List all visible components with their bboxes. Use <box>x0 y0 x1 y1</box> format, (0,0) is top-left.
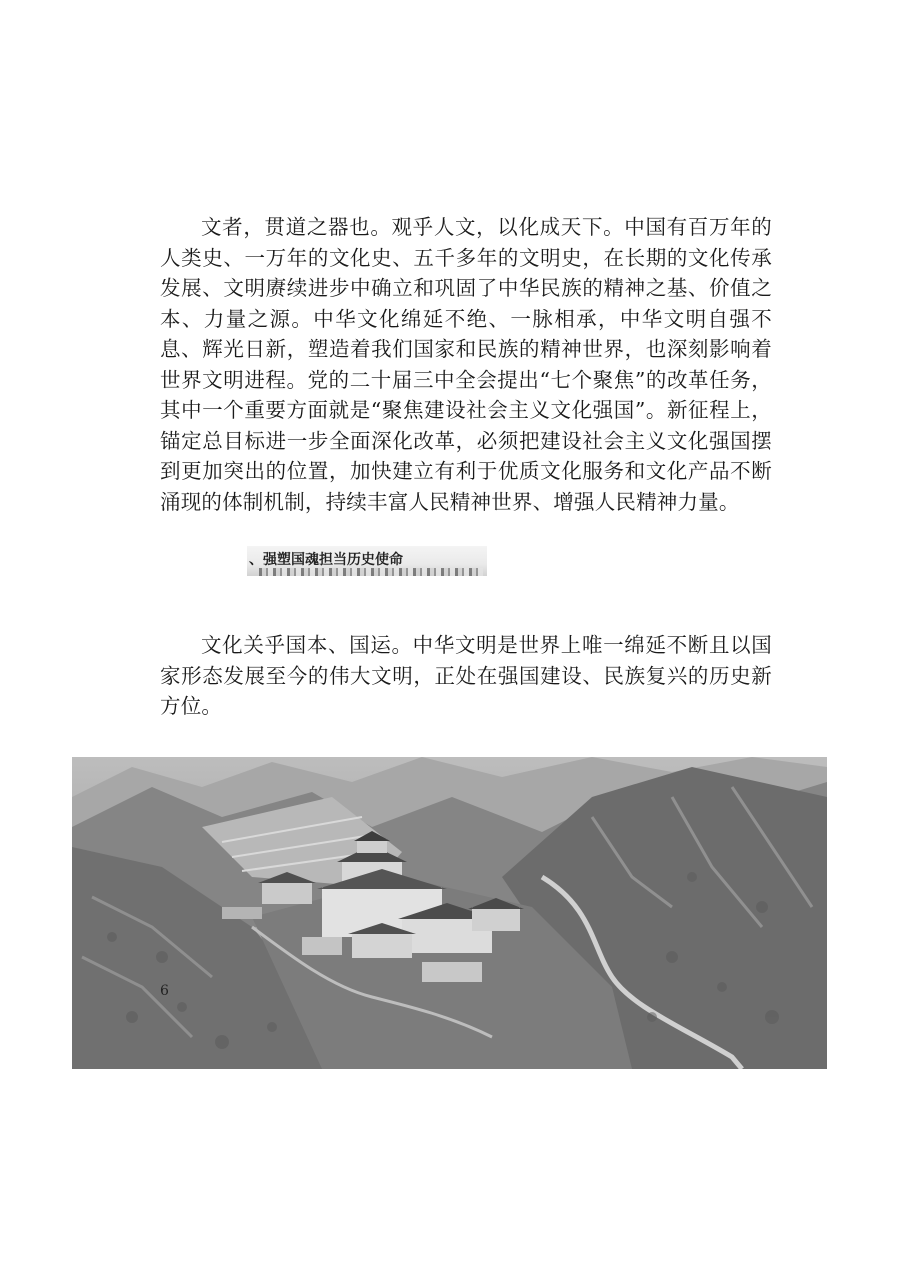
body-paragraph-1: 文者，贯道之器也。观乎人文，以化成天下。中国有百万年的人类史、一万年的文化史、五千多年的文明史，在长期的文化传承发展、文明赓续进步中确立和巩固了中华民族的精神之基、价值之本、力量之源。中华文化绵延不绝、一脉相承，中华文明自强不息、辉光日新，塑造着我们国家和民族的精神世界，也深刻影响着世界文明进程。党的二十届三中全会提出“七个聚焦”的改革任务，其中一个重要方面就是“聚焦建设社会主义文化强国”。新征程上，锚定总目标进一步全面深化改革，必须把建设社会主义文化强国摆到更加突出的位置，加快建立有利于优质文化服务和文化产品不断涌现的体制机制，持续丰富人民精神世界、增强人民精神力量。 <box>160 215 772 514</box>
cropped-text-line <box>259 568 483 576</box>
aerial-photo-mountain-complex <box>72 757 827 1069</box>
section-heading: 、强塑国魂担当历史使命 <box>249 552 403 568</box>
photo-page-mark: 6 <box>160 983 169 999</box>
body-paragraph-2: 文化关乎国本、国运。中华文明是世界上唯一绵延不断且以国家形态发展至今的伟大文明，正处在强国建设、民族复兴的历史新方位。 <box>160 633 772 718</box>
section-heading-clip <box>247 546 487 576</box>
